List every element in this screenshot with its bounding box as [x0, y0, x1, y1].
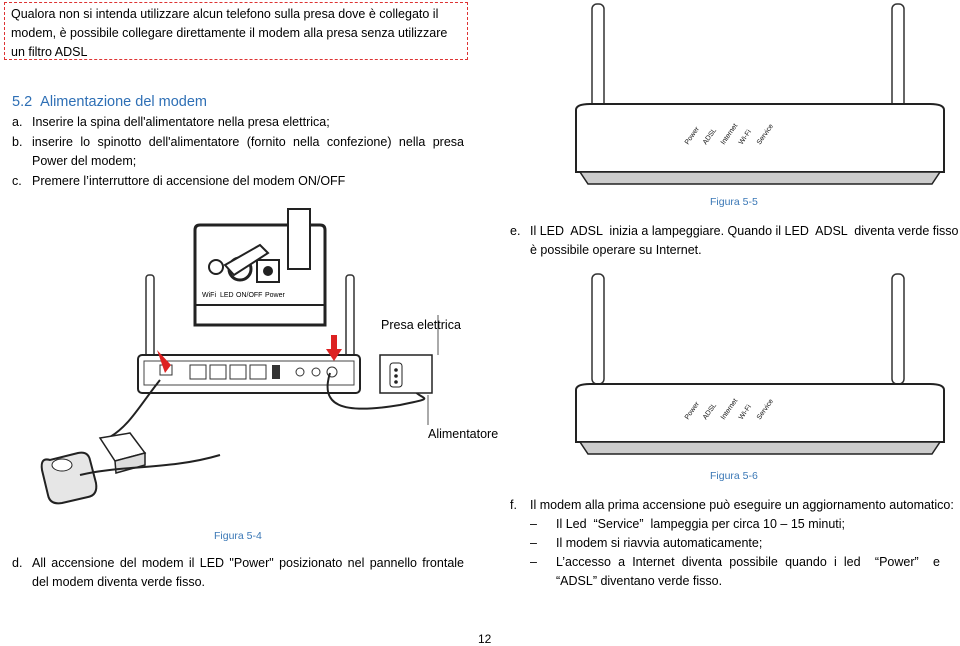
section-title: Alimentazione del modem [40, 94, 208, 110]
step-marker: b. [12, 135, 23, 149]
step-f-bullets [530, 515, 947, 591]
step-c [12, 172, 464, 191]
led-label-wifi: Wi-Fi [737, 128, 754, 147]
bullet-dash: – [530, 555, 537, 569]
callout-presa-elettrica: Presa elettrica [381, 318, 461, 332]
step-b [12, 133, 464, 171]
section-number: 5.2 [12, 94, 33, 110]
figure-5-6-caption: Figura 5-6 [710, 470, 758, 482]
led-label-power: Power [683, 125, 702, 147]
step-text: Il LED ADSL inizia a lampeggiare. Quando il LED ADSL diventa verde fisso è possibile operare su Internet. [530, 224, 959, 257]
step-marker: e. [510, 224, 521, 238]
step-marker: f. [510, 498, 517, 512]
figure-5-6-illustration [570, 270, 960, 460]
bullet-item [530, 515, 940, 534]
step-text: Premere l’interruttore di accensione del modem ON/OFF [32, 174, 346, 188]
antenna-right [892, 4, 904, 114]
bullet-text: Il modem si riavvia automaticamente; [556, 536, 763, 550]
step-marker: d. [12, 556, 23, 570]
page-number: 12 [478, 632, 492, 646]
step-e [510, 222, 960, 260]
step-marker: a. [12, 115, 23, 129]
panel-label-led: LED [220, 292, 234, 299]
step-text: All accensione del modem il LED "Power" posizionato nel pannello frontale del modem diventa verde fisso. [32, 556, 464, 589]
step-d [12, 554, 464, 592]
bullet-item [530, 553, 947, 591]
step-a [12, 113, 464, 132]
bullet-dash: – [530, 536, 537, 550]
led-label-internet: Internet [719, 397, 740, 422]
panel-label-onoff: ON/OFF [236, 292, 263, 299]
figure-5-5-illustration [570, 0, 960, 190]
power-panel-zoom [195, 209, 325, 325]
step-text: inserire lo spinotto dell'alimentatore (fornito nella confezione) nella presa Power del modem; [32, 135, 464, 168]
led-label-service: Service [755, 123, 776, 147]
led-label-internet: Internet [719, 122, 740, 147]
led-label-adsl: ADSL [701, 127, 719, 147]
bullet-dash: – [530, 517, 537, 531]
notice-box [4, 2, 468, 60]
notice-text: Qualora non si intenda utilizzare alcun telefono sulla presa dove è collegato il modem, è possibile collegare direttamente il modem alla presa senza utilizzare un filtro ADSL [11, 7, 448, 59]
step-text: Il modem alla prima accensione può eseguire un aggiornamento automatico: [530, 498, 954, 512]
step-f [510, 496, 960, 591]
led-label-service: Service [755, 398, 776, 422]
section-heading [12, 94, 207, 110]
step-marker: c. [12, 174, 22, 188]
led-label-wifi: Wi-Fi [737, 403, 754, 422]
bullet-text: L’accesso a Internet diventa possibile quando i led “Power” e “ADSL” diventano verde fisso. [556, 555, 947, 588]
antenna-left [592, 274, 604, 384]
figure-5-5-caption: Figura 5-5 [710, 196, 758, 208]
led-label-power: Power [683, 400, 702, 422]
bullet-item [530, 534, 940, 553]
antenna-left [146, 275, 154, 365]
phone-cable [110, 380, 160, 437]
panel-label-power: Power [265, 292, 285, 299]
antenna-left [592, 4, 604, 114]
router-base [580, 442, 940, 454]
antenna-right [346, 275, 354, 365]
antenna-right [892, 274, 904, 384]
bullet-text: Il Led “Service” lampeggia per circa 10 – 15 minuti; [556, 517, 846, 531]
figure-5-4-illustration [20, 205, 520, 515]
router-base [580, 172, 940, 184]
panel-label-wifi: WiFi [202, 292, 216, 299]
wall-outlet [380, 355, 432, 393]
figure-5-4-caption: Figura 5-4 [214, 530, 262, 542]
led-label-adsl: ADSL [701, 402, 719, 422]
arrow-red-right-shaft [331, 335, 337, 351]
callout-alimentatore: Alimentatore [428, 427, 499, 441]
step-text: Inserire la spina dell'alimentatore nella presa elettrica; [32, 115, 330, 129]
